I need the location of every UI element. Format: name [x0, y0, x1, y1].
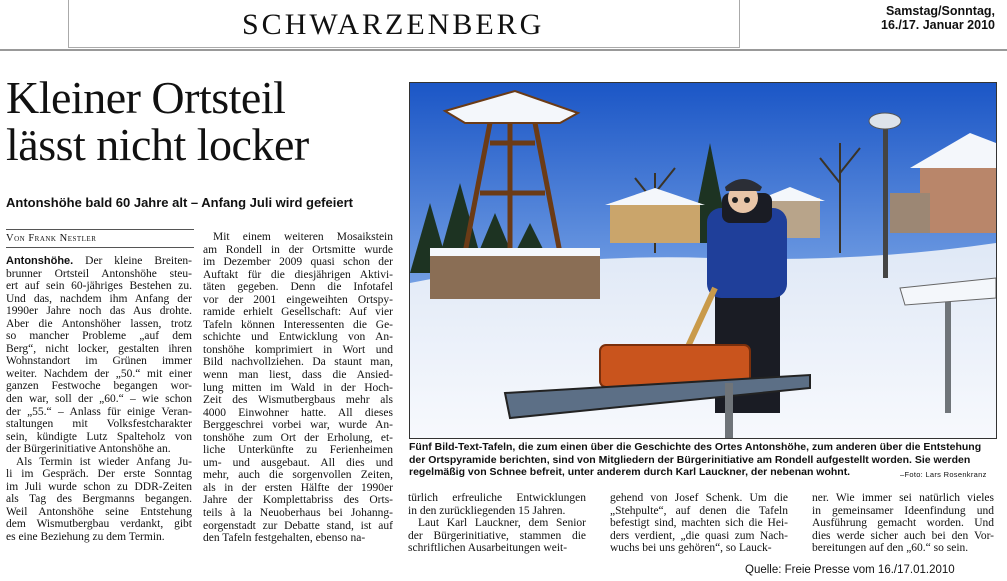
- article-text-line: es eine Beziehung zu dem Termin.: [6, 531, 165, 544]
- article-text-line: dem Wismutbergbau verdankt, gibt: [6, 518, 192, 531]
- article-text-line: sein, kündigte Lutz Spalteholz von: [6, 430, 192, 443]
- article-column-2: [203, 231, 393, 545]
- article-text-line: Aber die Antonshöher lassen, trotz: [6, 317, 192, 330]
- article-text-line: Berggeschrei vorbei war, wurde An-: [203, 419, 393, 432]
- article-text-line: täten gegeben. Denn die Infotafel: [203, 281, 393, 294]
- subheadline: Antonshöhe bald 60 Jahre alt – Anfang Juli wird gefeiert: [6, 195, 353, 210]
- article-text-line: Jahre der Komplettabriss des Orts-: [203, 494, 393, 507]
- byline-rule: [6, 229, 194, 230]
- article-text-line: eorgenstadt zur Debatte stand, ist auf: [203, 519, 393, 532]
- article-text-line: vor der 2001 eingeweihten Ortspy-: [203, 293, 393, 306]
- article-text-line: Laut Karl Lauckner, dem Senior: [418, 517, 586, 530]
- article-text-line: staltungen mit Volksfestcharakter: [6, 418, 192, 431]
- article-text-line: liche Unterkünfte zu Ferienheimen: [203, 444, 393, 457]
- article-text-line: Wohnstandort im Grünen immer: [6, 355, 192, 368]
- article-text-line: teils à la Neuoberhaus bei Johanng-: [203, 507, 393, 520]
- article-text-line: wenn man liest, dass die Ansied-: [203, 369, 393, 382]
- article-text-line: als in der ersten Hälfte der 1990er: [203, 481, 393, 494]
- article-photo: [409, 82, 997, 439]
- article-text-line: ramide erhielt Gesellschaft: Auf vier: [203, 306, 393, 319]
- article-text-line: [6, 255, 192, 268]
- article-column-5: [812, 492, 994, 555]
- snow-scene-illustration: [410, 83, 996, 438]
- article-text-line: Auftakt für die diesjährigen Aktivi-: [203, 268, 393, 281]
- source-note: Quelle: Freie Presse vom 16./17.01.2010: [745, 564, 955, 576]
- article-column-3: [408, 492, 586, 555]
- article-text-line: Weil Antonshöhe seine Entstehung: [6, 505, 192, 518]
- article-text-line: 1990er Jahre noch das Aus drohte.: [6, 305, 192, 318]
- article-text-line: bereitungen auf den „60.“ so sein.: [812, 542, 969, 555]
- article-text-line: der „55.“ – Anlass für einige Veran-: [6, 405, 192, 418]
- headline-line-1: Kleiner Ortsteil: [6, 72, 286, 123]
- pyramid-base: [430, 251, 600, 299]
- article-text-line: schriftlichen Ausarbeitungen weit-: [408, 542, 568, 555]
- dateline: Antonshöhe.: [6, 255, 74, 267]
- article-text-line: befestigt sind, machten sich die Hei-: [610, 517, 788, 530]
- article-text-line: lung mitten im Wald in der Hoch-: [203, 381, 393, 394]
- article-text-line: schichte und Entwicklung von An-: [203, 331, 393, 344]
- photo-credit: –Foto: Lars Rosenkranz: [900, 470, 987, 479]
- article-text-line: „Stehpulte“, auf denen die Tafeln: [610, 504, 788, 517]
- article-text-line: ders verdient, „die quasi zum Nach-: [610, 529, 788, 542]
- article-text-line: brunner Ortsteil Antonshöhe steu-: [6, 267, 192, 280]
- article-text-line: ganzen Festwoche begangen wor-: [6, 380, 192, 393]
- article-text-line: Als Termin ist wieder Anfang Ju-: [16, 455, 192, 468]
- article-text-line: dies werde sicher auch bei den Vor-: [812, 529, 994, 542]
- header-date-line2: 16./17. Januar 2010: [881, 18, 995, 32]
- article-text-line: im Dezember 2009 quasi schon der: [203, 256, 393, 269]
- header-date: [881, 4, 995, 32]
- article-column-1: [6, 255, 192, 544]
- article-text-line: der Bürgerinitiative Antonshöhe an.: [6, 443, 171, 456]
- article-text-line: als Tag des Bergmanns begangen.: [6, 493, 192, 506]
- caption-line: regelmäßig von Schnee befreit, unter anderem durch Karl Lauckner, der nebenan wohnt.: [409, 466, 851, 479]
- byline-rule: [6, 247, 194, 248]
- article-text-line: wuchs bei uns gehören“, so Lauck-: [610, 542, 772, 555]
- article-text-line: den war, soll der „60.“ – wie schon: [6, 393, 192, 406]
- caption-line: der Ortspyramide berichten, sind von Mitgliedern der Bürgerinitiative am Rondell aufgestellt worden. Sie werden: [409, 453, 971, 466]
- caption-line: Fünf Bild-Text-Tafeln, die zum einen über die Geschichte des Ortes Antonshöhe, zum anderen über die Entstehung: [409, 441, 982, 453]
- article-text-line: Bild nachvollziehen. Da staunt man,: [203, 356, 393, 369]
- article-text-line: in den zurückliegenden 15 Jahren.: [408, 504, 566, 517]
- article-text-line: am Rondell in der Ortsmitte wurde: [203, 243, 393, 256]
- article-text-line: der Bürgerinitiative, stammen die: [408, 529, 586, 542]
- article-text-line: li im Gespräch. Der erste Sonntag: [6, 468, 192, 481]
- section-title: SCHWARZENBERG: [242, 8, 545, 41]
- article-text-line: türlich erfreuliche Entwicklungen: [408, 492, 586, 504]
- article-text-line: Zeit des Wismutbergbaus mehr als: [203, 394, 393, 407]
- article-text-line: ner. Wie immer sei natürlich vieles: [812, 492, 994, 504]
- article-text-line: so mancher Probleme „auf dem: [6, 330, 192, 343]
- article-text-line: weiter. Nachdem der „50.“ mit einer: [6, 367, 192, 380]
- article-text-line: gehend von Josef Schenk. Um die: [610, 492, 788, 504]
- article-text-line: tonshöhe zum Ort der Erholung, et-: [203, 431, 393, 444]
- article-text-line: Mit einem weiteren Mosaikstein: [213, 231, 393, 243]
- article-column-4: [610, 492, 788, 555]
- header-date-line1: Samstag/Sonntag,: [885, 4, 995, 18]
- article-text-line: in gemeinsamer Ideenfindung und: [812, 504, 994, 517]
- article-text-line: tonshöhe komprimiert in Wort und: [203, 343, 393, 356]
- article-text-line: Und das, nachdem ihm Anfang der: [6, 292, 192, 305]
- article-text-line: mehr, auch die sorgenvollen Zeiten,: [203, 469, 393, 482]
- masthead: [0, 0, 1007, 50]
- article-text-line: den Tafeln festgehalten, ebenso na-: [203, 532, 366, 545]
- headline: [6, 74, 401, 168]
- headline-line-2: lässt nicht locker: [6, 119, 309, 170]
- article-text-line: Berg“, nicht locker, gestalten ihren: [6, 342, 192, 355]
- article-text: Der kleine Breiten-: [73, 255, 192, 267]
- header-rule: [0, 49, 1007, 51]
- article-text-line: Tafeln können Interessenten die Ge-: [203, 318, 393, 331]
- article-text-line: Ausführung gemacht worden. Und: [812, 517, 994, 530]
- article-text-line: im Juli wurde schon zu DDR-Zeiten: [6, 480, 192, 493]
- article-text-line: ert auf sein 60-jähriges Bestehen zu.: [6, 280, 192, 293]
- article-text-line: um- und ausgebaut. All dies und: [203, 456, 393, 469]
- byline: Von Frank Nestler: [6, 233, 97, 244]
- article-text-line: 4000 Einwohner hatte. All dieses: [203, 406, 393, 419]
